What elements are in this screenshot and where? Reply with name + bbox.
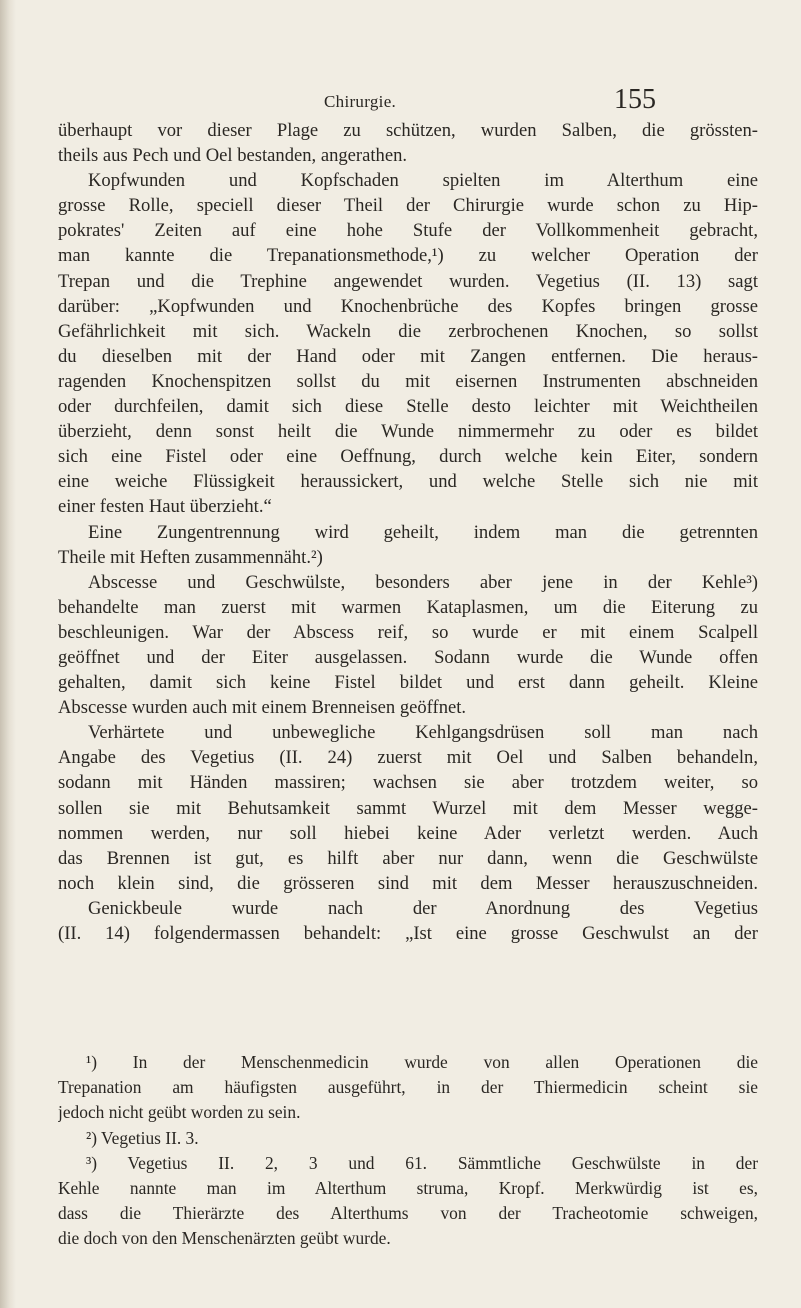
text-line: behandelte man zuerst mit warmen Kataplasmen, um die Eiterung zu <box>58 596 758 618</box>
text-line: theils aus Pech und Oel bestanden, angerathen. <box>58 145 408 167</box>
text-line: Angabe des Vegetius (II. 24) zuerst mit Oel und Salben behandeln, <box>58 747 758 769</box>
text-line: Verhärtete und unbewegliche Kehlgangsdrüsen soll man nach <box>88 722 758 744</box>
text-line: darüber: „Kopfwunden und Knochenbrüche des Kopfes bringen grosse <box>58 295 758 317</box>
text-line: sollen sie mit Behutsamkeit sammt Wurzel mit dem Messer wegge- <box>58 797 758 819</box>
body-text <box>58 118 758 946</box>
footnote-line: jedoch nicht geübt worden zu sein. <box>58 1102 301 1123</box>
text-line: gehalten, damit sich keine Fistel bildet und erst dann geheilt. Kleine <box>58 672 758 694</box>
text-line: pokrates' Zeiten auf eine hohe Stufe der Vollkommenheit gebracht, <box>58 220 758 242</box>
text-line: Eine Zungentrennung wird geheilt, indem man die getrennten <box>88 521 758 543</box>
footnote-line: ³) Vegetius II. 2, 3 und 61. Sämmtliche Geschwülste in der <box>86 1152 758 1173</box>
text-line: sich eine Fistel oder eine Oeffnung, durch welche kein Eiter, sondern <box>58 446 758 468</box>
text-line: Abscesse und Geschwülste, besonders aber jene in der Kehle³) <box>88 571 758 593</box>
text-line: geöffnet und der Eiter ausgelassen. Sodann wurde die Wunde offen <box>58 646 758 668</box>
text-line: nommen werden, nur soll hiebei keine Ader verletzt werden. Auch <box>58 822 758 844</box>
text-line: beschleunigen. War der Abscess reif, so wurde er mit einem Scalpell <box>58 621 758 643</box>
text-line: einer festen Haut überzieht.“ <box>58 496 272 518</box>
text-line: grosse Rolle, speciell dieser Theil der Chirurgie wurde schon zu Hip- <box>58 195 758 217</box>
text-line: überzieht, denn sonst heilt die Wunde nimmermehr zu oder es bildet <box>58 421 758 443</box>
text-line: Genickbeule wurde nach der Anordnung des Vegetius <box>88 897 758 919</box>
running-head: Chirurgie. <box>324 92 397 111</box>
footnote-line: Trepanation am häufigsten ausgeführt, in der Thiermedicin scheint sie <box>58 1077 758 1098</box>
text-line: Trepan und die Trephine angewendet wurden. Vegetius (II. 13) sagt <box>58 270 758 292</box>
text-line: eine weiche Flüssigkeit heraussickert, und welche Stelle sich nie mit <box>58 471 758 493</box>
text-line: das Brennen ist gut, es hilft aber nur dann, wenn die Geschwülste <box>58 847 758 869</box>
text-line: Theile mit Heften zusammennäht.²) <box>58 546 323 568</box>
page-number: 155 <box>614 84 656 115</box>
footnote-line: dass die Thierärzte des Alterthums von der Tracheotomie schweigen, <box>58 1203 758 1224</box>
text-line: überhaupt vor dieser Plage zu schützen, wurden Salben, die grössten- <box>58 120 758 141</box>
text-line: du dieselben mit der Hand oder mit Zangen entfernen. Die heraus- <box>58 345 758 367</box>
text-line: man kannte die Trepanationsmethode,¹) zu welcher Operation der <box>58 245 758 267</box>
page-binding-edge <box>0 0 16 1308</box>
text-line: Gefährlichkeit mit sich. Wackeln die zerbrochenen Knochen, so sollst <box>58 320 758 342</box>
text-line: noch klein sind, die grösseren sind mit dem Messer herauszuschneiden. <box>58 872 758 894</box>
footnote-line: Kehle nannte man im Alterthum struma, Kropf. Merkwürdig ist es, <box>58 1177 758 1198</box>
footnote-line: ¹) In der Menschenmedicin wurde von allen Operationen die <box>86 1052 758 1072</box>
text-line: (II. 14) folgendermassen behandelt: „Ist eine grosse Geschwulst an der <box>58 923 758 944</box>
text-line: Abscesse wurden auch mit einem Brenneisen geöffnet. <box>58 697 467 719</box>
footnote-line: ²) Vegetius II. 3. <box>86 1127 199 1148</box>
text-line: Kopfwunden und Kopfschaden spielten im Alterthum eine <box>88 170 758 192</box>
text-line: ragenden Knochenspitzen sollst du mit eisernen Instrumenten abschneiden <box>58 370 758 392</box>
footnotes <box>58 1050 758 1252</box>
footnote-line: die doch von den Menschenärzten geübt wurde. <box>58 1228 391 1249</box>
text-line: sodann mit Händen massiren; wachsen sie aber trotzdem weiter, so <box>58 772 758 794</box>
text-line: oder durchfeilen, damit sich diese Stelle desto leichter mit Weichtheilen <box>58 396 758 418</box>
